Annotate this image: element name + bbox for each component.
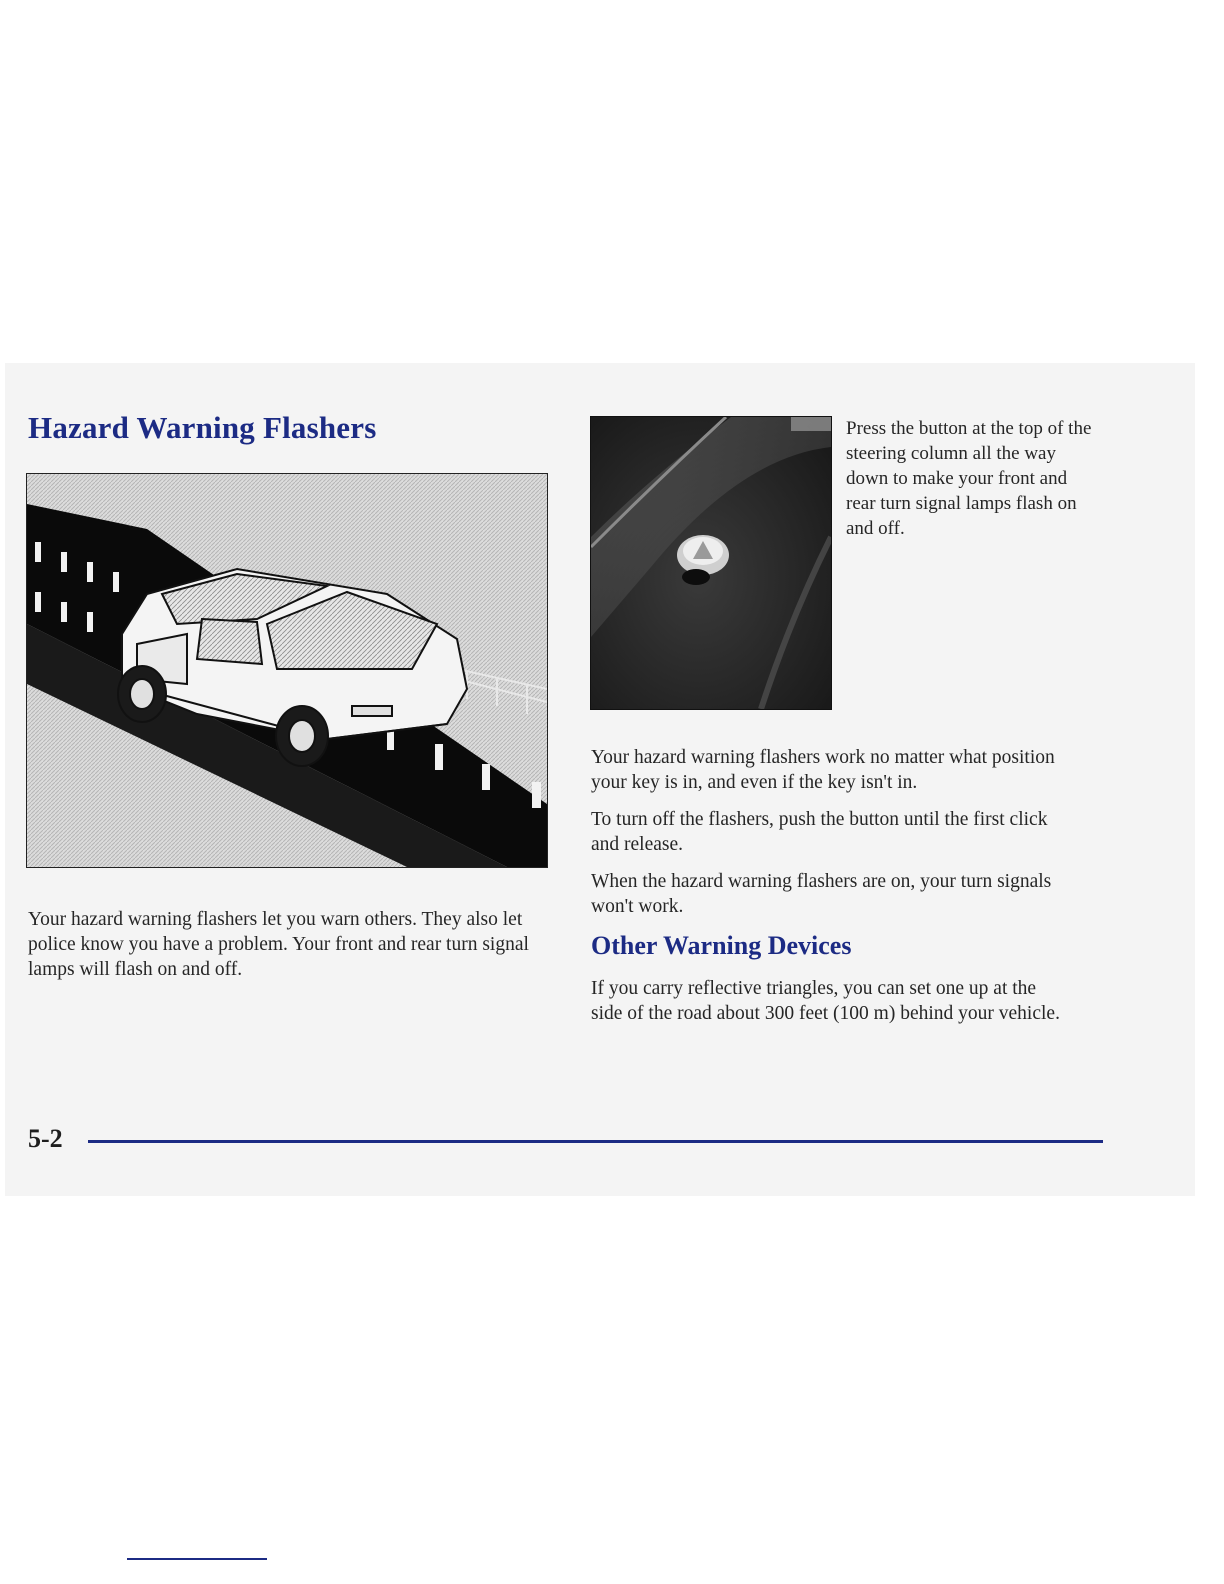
vehicle-illustration xyxy=(26,473,548,868)
subsection-title: Other Warning Devices xyxy=(591,931,852,960)
footer-rule xyxy=(88,1140,1103,1143)
paragraph-reflective-triangles: If you carry reflective triangles, you can set one up at the side of the road about 300 feet (100 m) behind your vehicle. xyxy=(591,978,1060,1024)
section-title: Hazard Warning Flashers xyxy=(28,410,377,445)
intro-paragraph: Your hazard warning flashers let you warn others. They also let police know you have a problem. Your front and rear turn signal lamps will flash on and off. xyxy=(28,909,529,980)
photo-caption: Press the button at the top of the steering column all the way down to make your front and rear turn signal lamps flash on and off. xyxy=(846,418,1092,539)
bottom-rule xyxy=(127,1558,267,1560)
page-number: 5-2 xyxy=(28,1124,63,1153)
paragraph-turn-off: To turn off the flashers, push the button until the first click and release. xyxy=(591,809,1048,855)
paragraph-turn-signals: When the hazard warning flashers are on, your turn signals won't work. xyxy=(591,871,1052,917)
hazard-button-photo xyxy=(590,416,832,710)
paragraph-key-position: Your hazard warning flashers work no matter what position your key is in, and even if the key isn't in. xyxy=(591,747,1055,793)
